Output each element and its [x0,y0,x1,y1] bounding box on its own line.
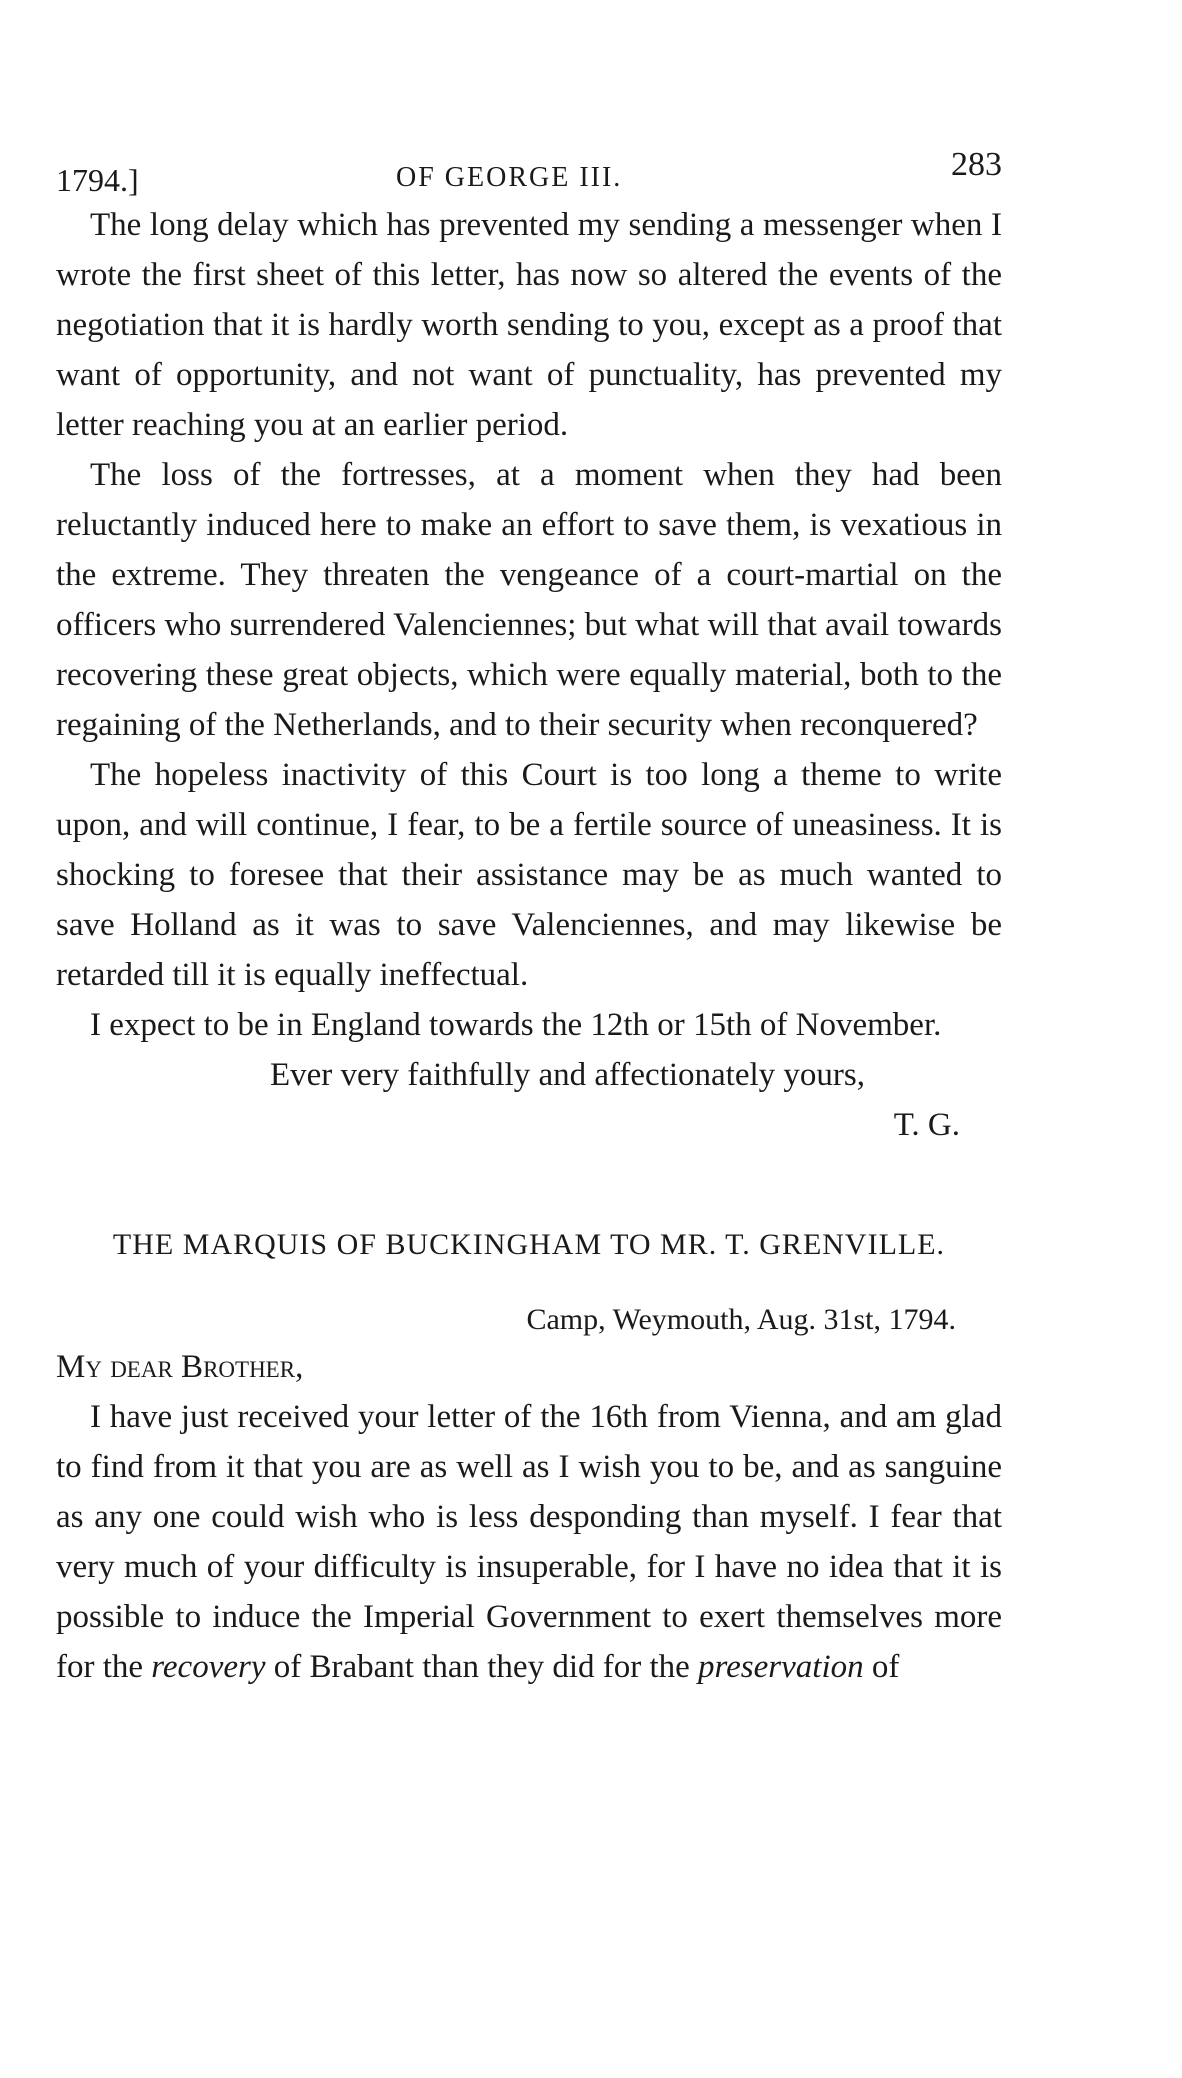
paragraph-5-part-1: I have just received your letter of the 16th from Vienna, and am glad to find from it that you are as well as I wish you to be, and as sanguine as any one could wish who is less desponding than myself. I fear that very much of your difficulty is insuperable, for I have no idea that it is possible to induce the Imperial Government to exert themselves more for the [56,1399,1002,1685]
running-head-title: OF GEORGE III. [396,162,623,193]
italic-recovery: recovery [151,1649,266,1685]
italic-preservation: preservation [698,1649,864,1685]
page-number: 283 [951,146,1002,183]
paragraph-5 [56,1392,1002,1692]
paragraph-4: I expect to be in England towards the 12th or 15th of November. [90,1007,942,1043]
letter-dateline: Camp, Weymouth, Aug. 31st, 1794. [526,1303,956,1336]
salutation: My dear Brother, [56,1349,304,1385]
letter-body [56,200,1002,1050]
paragraph-3: The hopeless inactivity of this Court is too long a theme to write upon, and will continue, I fear, to be a fertile source of uneasiness. It is shocking to foresee that their assistance may be as much wanted to save Holland as it was to save Valenciennes, and may likewise be retarded till it is equally ineffectual. [56,757,1002,993]
running-head-year: 1794.] [56,162,139,198]
paragraph-1: The long delay which has prevented my sending a messenger when I wrote the first sheet of this letter, has now so altered the events of the negotiation that it is hardly worth sending to you, except as a proof that want of opportunity, and not want of punctuality, has prevented my letter reaching you at an earlier period. [56,207,1002,443]
book-page [56,140,1002,1692]
paragraph-5-part-2: of Brabant than they did for the [265,1649,699,1685]
paragraph-2: The loss of the fortresses, at a moment when they had been reluctantly induced here to make an effort to save them, is vexatious in the extreme. They threaten the vengeance of a court-martial on the officers who surrendered Valenciennes; but what will that avail towards recovering these great objects, which were equally material, both to the regaining of the Netherlands, and to their security when reconquered? [56,457,1002,743]
letter-closing: Ever very faithfully and affectionately yours, [270,1057,865,1093]
second-letter-body [56,1392,1002,1692]
paragraph-5-part-3: of [863,1649,900,1685]
letter-heading: THE MARQUIS OF BUCKINGHAM TO MR. T. GRENVILLE. [112,1228,946,1261]
signature: T. G. [893,1107,960,1143]
running-head [56,140,1002,200]
